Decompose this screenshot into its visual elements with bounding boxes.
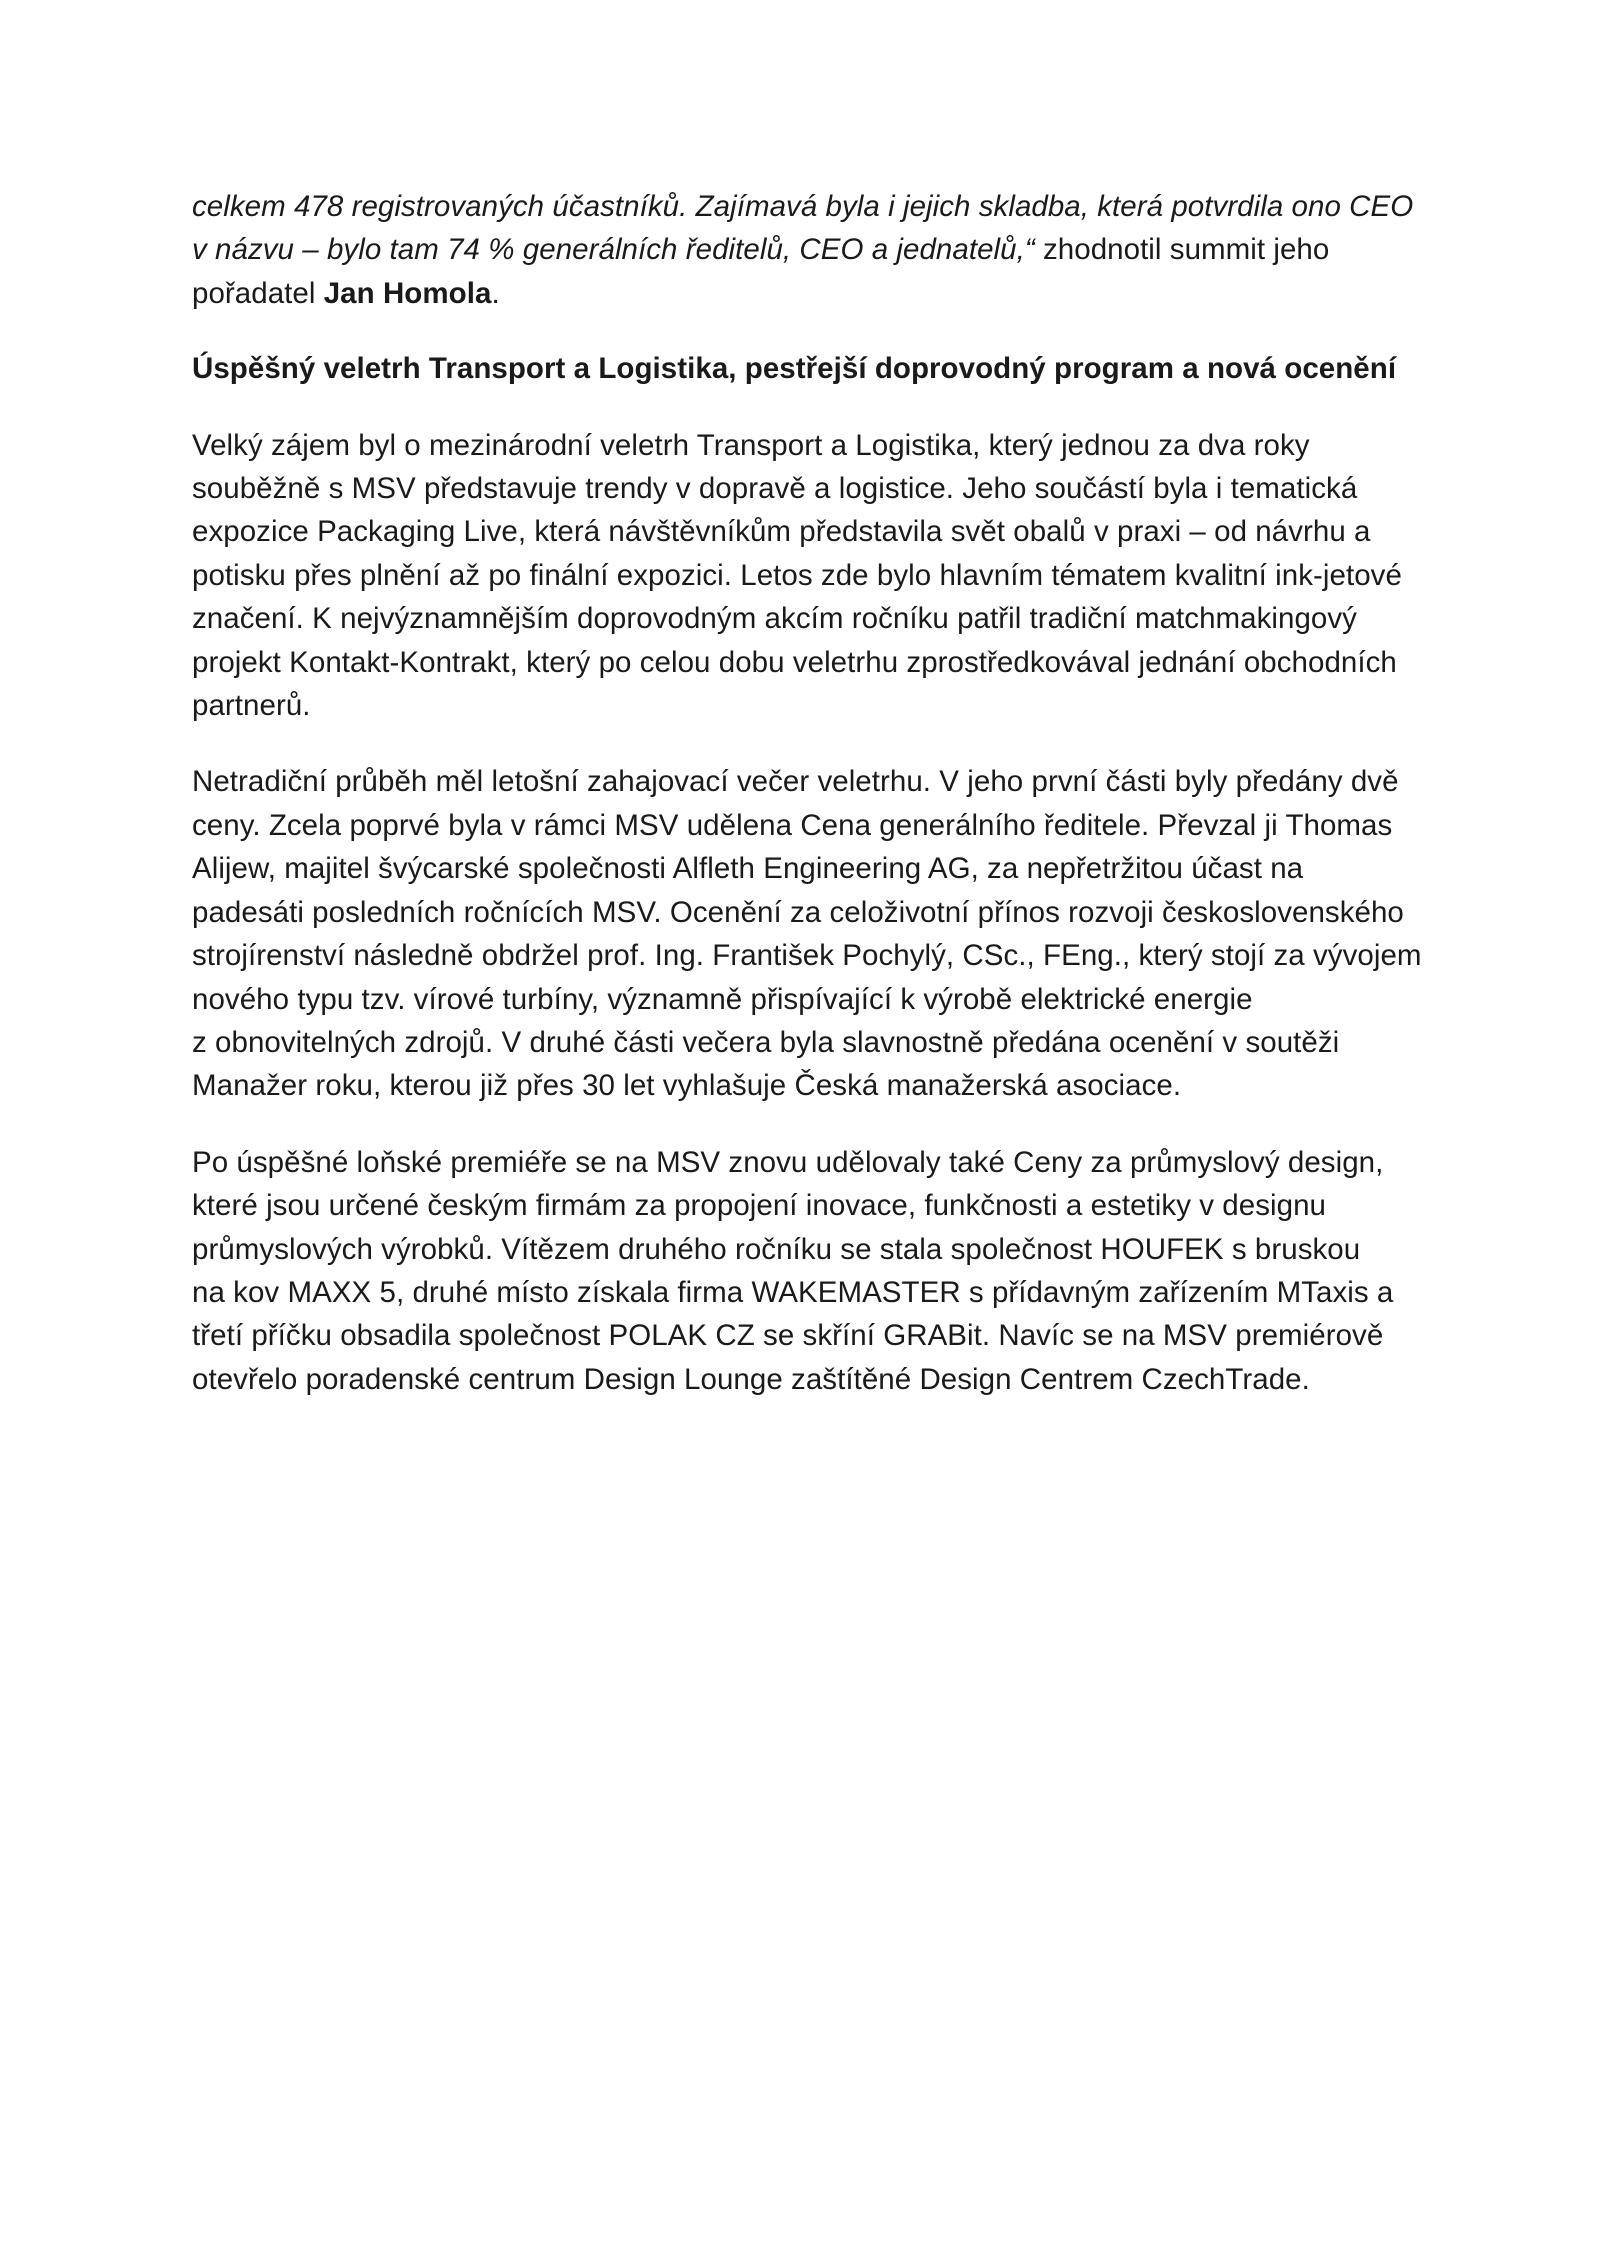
text-line: padesáti posledních ročnících MSV. Ocenění za celoživotní přínos rozvoji československého bbox=[192, 895, 1404, 929]
organizer-prefix: pořadatel bbox=[192, 276, 324, 310]
text-line: Alijew, majitel švýcarské společnosti Alfleth Engineering AG, za nepřetržitou účast na bbox=[192, 852, 1304, 886]
attribution-text: zhodnotil summit jeho bbox=[1034, 233, 1330, 267]
text-line: Po úspěšné loňské premiéře se na MSV znovu udělovaly také Ceny za průmyslový design, bbox=[192, 1145, 1384, 1179]
paragraph-design-awards bbox=[192, 1141, 1422, 1401]
intro-paragraph bbox=[192, 185, 1422, 315]
text-line: potisku přes plnění až po finální expozici. Letos zde bylo hlavním tématem kvalitní ink-jetové bbox=[192, 558, 1402, 592]
text-line: z obnovitelných zdrojů. V druhé části večera byla slavnostně předána ocenění v soutěži bbox=[192, 1025, 1340, 1059]
text-line: partnerů. bbox=[192, 689, 311, 723]
section-heading: Úspěšný veletrh Transport a Logistika, pestřejší doprovodný program a nová ocenění bbox=[192, 352, 1397, 386]
text-line: Velký zájem byl o mezinárodní veletrh Transport a Logistika, který jednou za dva roky bbox=[192, 428, 1310, 462]
text-line: otevřelo poradenské centrum Design Lounge zaštítěné Design Centrem CzechTrade. bbox=[192, 1362, 1310, 1396]
text-line: strojírenství následně obdržel prof. Ing. František Pochylý, CSc., FEng., který stojí za vývojem bbox=[192, 939, 1422, 973]
organizer-name: Jan Homola bbox=[323, 276, 492, 310]
document-page bbox=[192, 185, 1422, 1434]
text-line: souběžně s MSV představuje trendy v dopravě a logistice. Jeho součástí byla i tematická bbox=[192, 472, 1358, 506]
organizer-suffix: . bbox=[491, 276, 500, 310]
text-line: které jsou určené českým firmám za propojení inovace, funkčnosti a estetiky v designu bbox=[192, 1189, 1326, 1223]
text-line: projekt Kontakt-Kontrakt, který po celou dobu veletrhu zprostředkovával jednání obchodních bbox=[192, 645, 1397, 679]
quote-line-1: celkem 478 registrovaných účastníků. Zajímavá byla i jejich skladba, která potvrdila ono CEO bbox=[192, 190, 1414, 223]
paragraph-opening-evening bbox=[192, 760, 1422, 1107]
text-line: Netradiční průběh měl letošní zahajovací večer veletrhu. V jeho první části byly předány dvě bbox=[192, 765, 1399, 799]
text-line: ceny. Zcela poprvé byla v rámci MSV udělena Cena generálního ředitele. Převzal ji Thomas bbox=[192, 808, 1393, 842]
text-line: třetí příčku obsadila společnost POLAK CZ se skříní GRABit. Navíc se na MSV premiérově bbox=[192, 1319, 1384, 1353]
text-line: značení. K nejvýznamnějším doprovodným akcím ročníku patřil tradiční matchmakingový bbox=[192, 602, 1357, 636]
quote-line-2: v názvu – bylo tam 74 % generálních ředitelů, CEO a jednatelů,“ bbox=[192, 233, 1035, 267]
text-line: na kov MAXX 5, druhé místo získala firma WAKEMASTER s přídavným zařízením MTaxis a bbox=[192, 1275, 1394, 1309]
text-line: nového typu tzv. vírové turbíny, významně přispívající k výrobě elektrické energie bbox=[192, 982, 1253, 1016]
text-line: průmyslových výrobků. Vítězem druhého ročníku se stala společnost HOUFEK s bruskou bbox=[192, 1232, 1361, 1266]
paragraph-transport-logistics bbox=[192, 424, 1422, 728]
text-line: expozice Packaging Live, která návštěvníkům představila svět obalů v praxi – od návrhu a bbox=[192, 515, 1371, 549]
text-line: Manažer roku, kterou již přes 30 let vyhlašuje Česká manažerská asociace. bbox=[192, 1069, 1182, 1103]
